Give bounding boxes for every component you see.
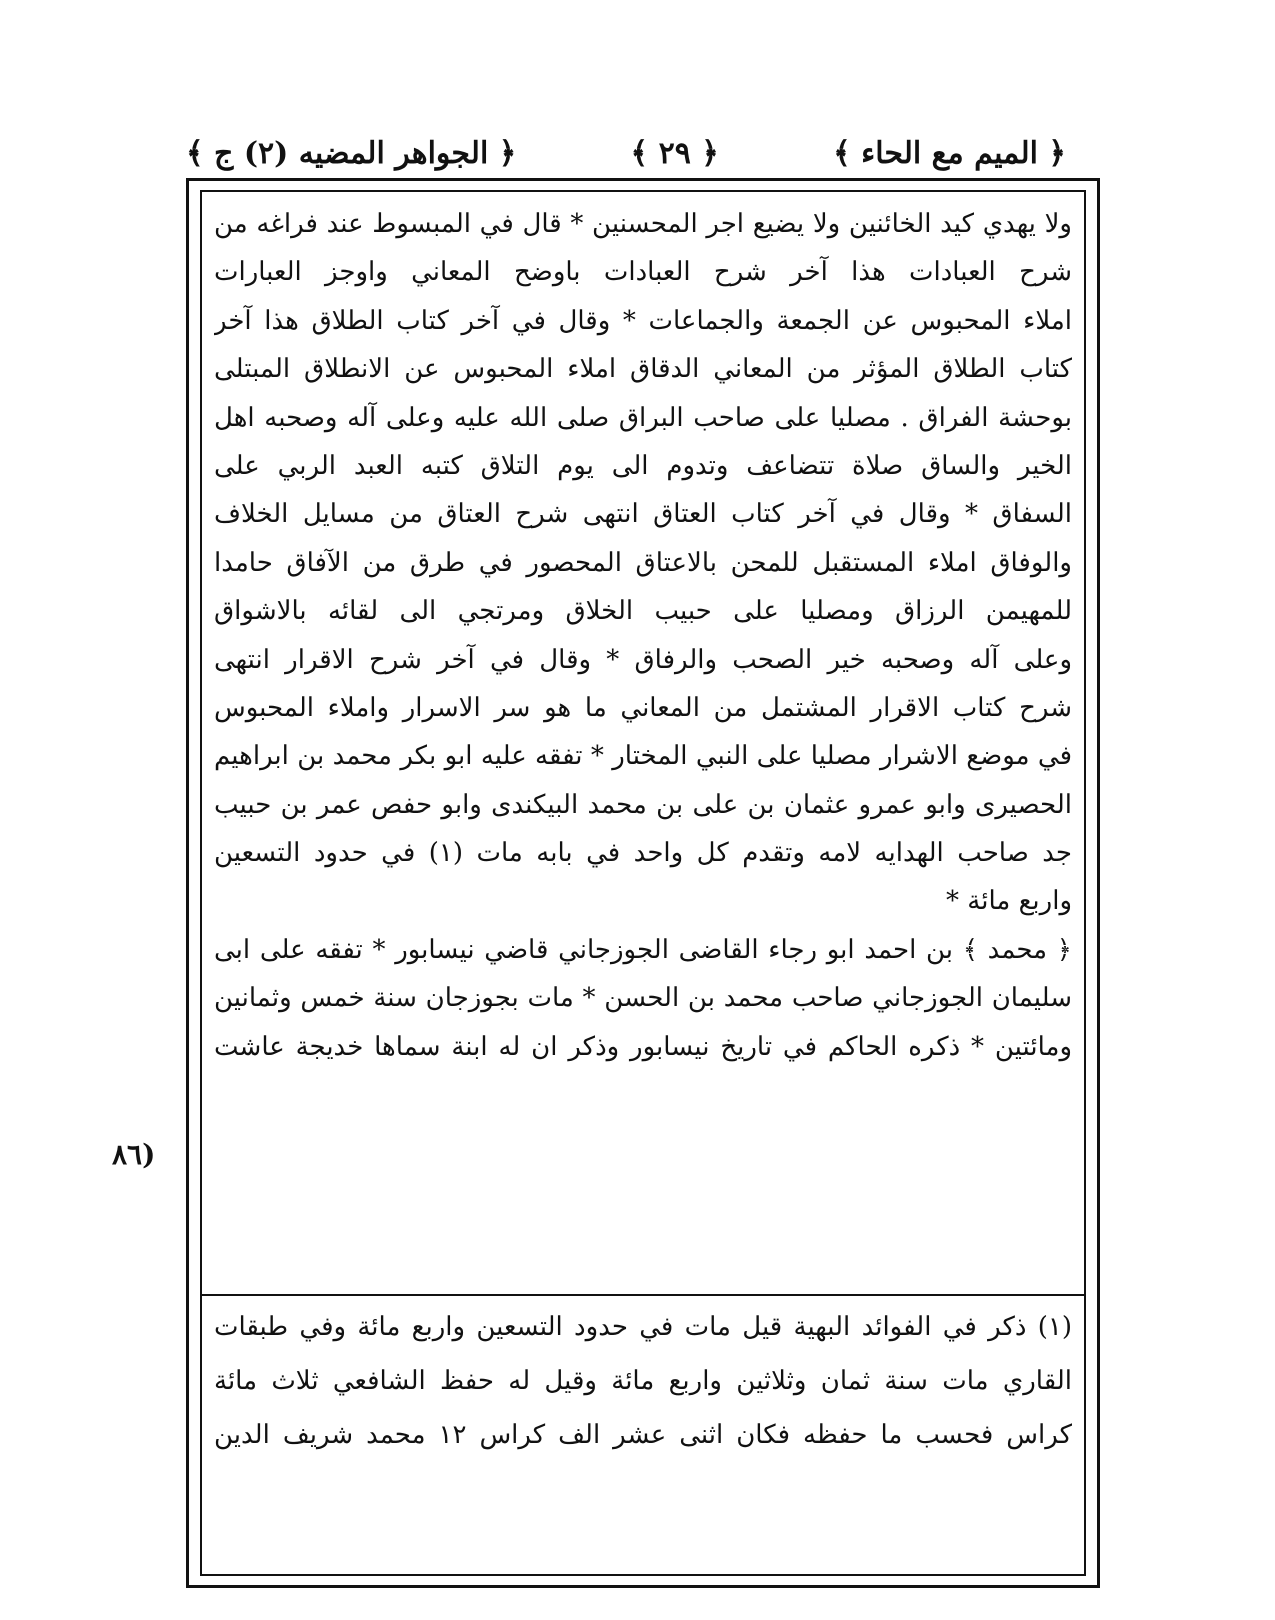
- text-line: ومائتين * ذكره الحاكم في تاريخ نيسابور وذكر ان له ابنة سماها خديجة عاشت: [214, 1031, 1072, 1062]
- text-line: الحصيرى وابو عمرو عثمان بن على بن محمد البيكندى وابو حفص عمر بن حبيب: [214, 789, 1072, 820]
- text-line: شرح كتاب الاقرار المشتمل من المعاني ما هو سر الاسرار واملاء المحبوس: [214, 692, 1072, 723]
- text-line: والوفاق املاء المستقبل للمحن بالاعتاق المحصور في طرق من الآفاق حامدا: [214, 547, 1072, 578]
- text-line: كتاب الطلاق المؤثر من المعاني الدقاق املاء المحبوس عن الانطلاق المبتلى: [214, 354, 1072, 385]
- text-line: بوحشة الفراق . مصليا على صاحب البراق صلى الله عليه وعلى آله وصحبه اهل: [214, 402, 1072, 433]
- header-section-title: ﴿ الميم مع الحاء ﴾: [833, 135, 1066, 171]
- text-line: الخير والساق صلاة تتضاعف وتدوم الى يوم التلاق كتبه العبد الربي على: [214, 450, 1072, 481]
- text-line: في موضع الاشرار مصليا على النبي المختار * تفقه عليه ابو بكر محمد بن ابراهيم: [214, 741, 1072, 772]
- page-number: ﴿ ٢٩ ﴾: [630, 135, 719, 171]
- text-line: جد صاحب الهدايه لامه وتقدم كل واحد في بابه مات (١) في حدود التسعين: [214, 838, 1072, 869]
- margin-entry-number: (٨٦: [112, 1138, 156, 1171]
- footnote-separator: [200, 1294, 1086, 1296]
- text-line: املاء المحبوس عن الجمعة والجماعات * وقال في آخر كتاب الطلاق هذا آخر: [214, 305, 1072, 336]
- text-line: للمهيمن الرزاق ومصليا على حبيب الخلاق ومرتجي الى لقائه بالاشواق: [214, 596, 1072, 627]
- footnote-line: القاري مات سنة ثمان وثلاثين واربع مائة وقيل له حفظ الشافعي ثلاث مائة: [214, 1366, 1072, 1396]
- text-line: السفاق * وقال في آخر كتاب العتاق انتهى شرح العتاق من مسايل الخلاف: [214, 499, 1072, 530]
- footnote-line: كراس فحسب ما حفظه فكان اثنى عشر الف كراس ١٢ محمد شريف الدين: [214, 1420, 1072, 1450]
- footnote-line: (١) ذكر في الفوائد البهية قيل مات في حدود التسعين واربع مائة وفي طبقات: [214, 1312, 1072, 1342]
- text-line: واربع مائة *: [946, 886, 1072, 917]
- running-header: [186, 128, 1066, 178]
- main-text: [214, 200, 1072, 1071]
- text-line: وعلى آله وصحبه خير الصحب والرفاق * وقال في آخر شرح الاقرار انتهى: [214, 644, 1072, 675]
- header-book-title: ﴿ الجواهر المضيه (٢) ج ﴾: [186, 135, 517, 171]
- text-line: شرح العبادات هذا آخر شرح العبادات باوضح المعاني واوجز العبارات: [214, 257, 1072, 288]
- footnotes: [214, 1300, 1072, 1462]
- text-line: ولا يهدي كيد الخائنين ولا يضيع اجر المحسنين * قال في المبسوط عند فراغه من: [214, 209, 1072, 239]
- entry-heading-line: ﴿ محمد ﴾ بن احمد ابو رجاء القاضى الجوزجاني قاضي نيسابور * تفقه على ابى: [214, 934, 1072, 965]
- text-line: سليمان الجوزجاني صاحب محمد بن الحسن * مات بجوزجان سنة خمس وثمانين: [214, 983, 1072, 1014]
